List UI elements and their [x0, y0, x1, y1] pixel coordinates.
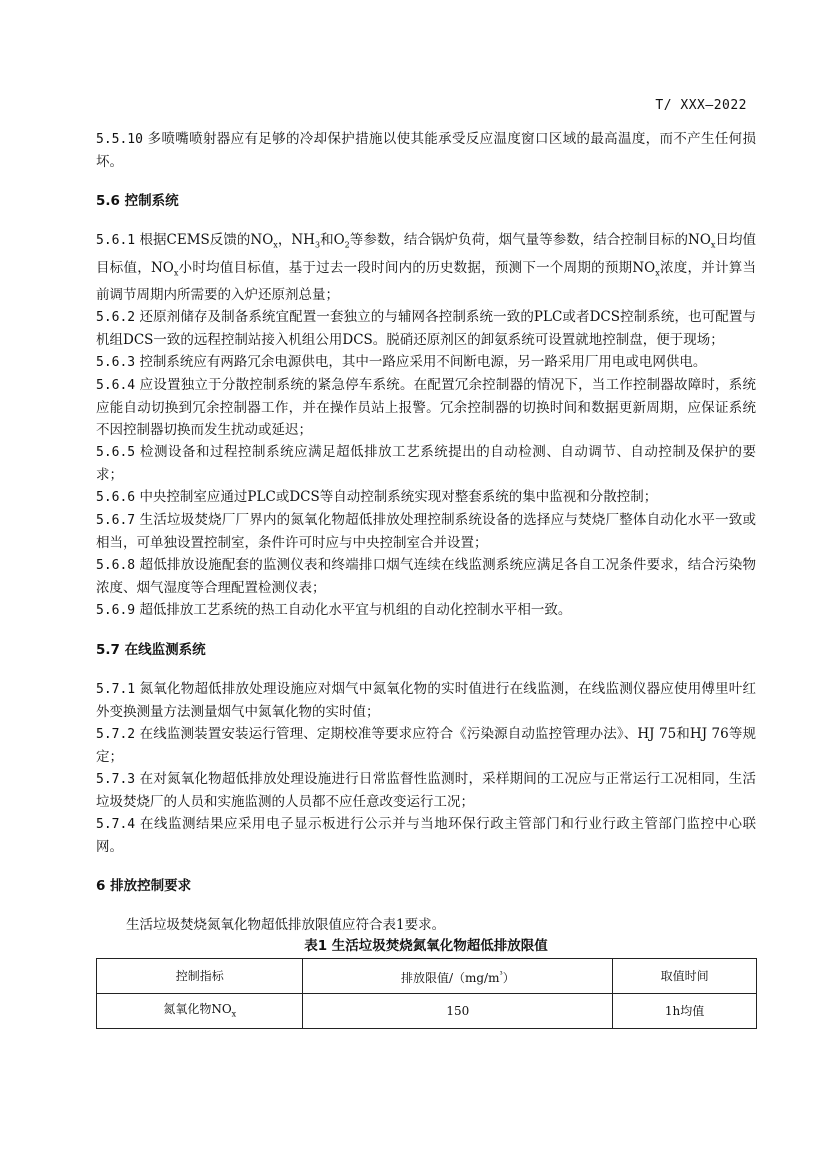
- table-row: [97, 994, 757, 1029]
- table-cell-period: 1h均值: [613, 994, 757, 1029]
- clause-number: 5.6.8: [96, 558, 136, 574]
- clause-5-6-3: [96, 351, 756, 374]
- clause-text: 在线监测结果应采用电子显示板进行公示并与当地环保行政主管部门和行业行政主管部门监控中心联网。: [96, 816, 757, 856]
- clause-text: 中央控制室应通过PLC或DCS等自动控制系统实现对整套系统的集中监视和分散控制；: [139, 489, 658, 506]
- clause-text: 控制系统应有两路冗余电源供电，其中一路应采用不间断电源，另一路采用厂用电或电网供电。: [139, 354, 707, 371]
- section-heading-5-6: 5.6 控制系统: [96, 193, 179, 209]
- clause-number: 5.6.1: [96, 233, 136, 248]
- clause-5-5-10: [96, 128, 756, 173]
- table-header-cell: [303, 959, 613, 994]
- clause-number: 5.6.2: [96, 310, 136, 326]
- clause-5-6-5: [96, 441, 756, 486]
- clause-number: 5.6.4: [96, 378, 136, 394]
- clause-text: 等参数，结合锅炉负荷，烟气量等参数，结合控制目标的NO: [349, 232, 711, 248]
- section-6-intro: 生活垃圾焚烧氮氧化物超低排放限值应符合表1要求。: [126, 917, 446, 934]
- clause-5-7-1: [96, 678, 756, 723]
- clause-number: 5.6.7: [96, 513, 136, 529]
- subscript: x: [710, 240, 716, 250]
- subscript: x: [231, 1009, 237, 1019]
- clause-text: 超低排放工艺系统的热工自动化水平宜与机组的自动化控制水平相一致。: [139, 602, 572, 619]
- clause-number: 5.6.6: [96, 490, 136, 506]
- clause-5-7-3: [96, 768, 756, 813]
- clause-text: 应设置独立于分散控制系统的紧急停车系统。在配置冗余控制器的情况下，当工作控制器故障时，系统应能自动切换到冗余控制器工作，并在操作员站上报警。冗余控制器的切换时间和数据更新周期，应保证系统不因控制器切换而发生扰动或延迟；: [96, 377, 757, 439]
- clause-5-6-7: [96, 509, 756, 554]
- clause-5-6-8: [96, 554, 756, 599]
- clause-number: 5.6.3: [96, 355, 136, 371]
- subscript: 3: [314, 240, 321, 250]
- clause-5-6-2: [96, 306, 756, 351]
- superscript: ³: [499, 969, 503, 979]
- clause-text: 在对氮氧化物超低排放处理设施进行日常监督性监测时，采样期间的工况应与正常运行工况相同，生活垃圾焚烧厂的人员和实施监测的人员都不应任意改变运行工况；: [96, 771, 757, 811]
- clause-text: 在线监测装置安装运行管理、定期校准等要求应符合《污染源自动监控管理办法》、HJ 75和HJ 76等规定；: [96, 726, 756, 766]
- subscript: x: [173, 268, 179, 278]
- clause-number: 5.6.9: [96, 603, 136, 619]
- clause-number: 5.7.4: [96, 817, 136, 833]
- clause-number: 5.6.5: [96, 445, 136, 461]
- section-heading-5-7: 5.7 在线监测系统: [96, 642, 206, 659]
- table-header-cell: 控制指标: [97, 959, 303, 994]
- clause-text: 氮氧化物超低排放处理设施应对烟气中氮氧化物的实时值进行在线监测，在线监测仪器应使用傅里叶红外变换测量方法测量烟气中氮氧化物的实时值；: [96, 681, 757, 721]
- header-text: ）: [502, 970, 515, 985]
- clause-text: 还原剂储存及制备系统宜配置一套独立的与辅网各控制系统一致的PLC或者DCS控制系统，也可配置与机组DCS一致的远程控制站接入机组公用DCS。脱硝还原剂区的卸氨系统可设置就地控制盘，便于现场；: [96, 309, 757, 349]
- table-header-cell: 取值时间: [613, 959, 757, 994]
- clause-5-6-9: [96, 599, 756, 622]
- clause-number: 5.5.10: [96, 132, 143, 147]
- clause-text: 检测设备和过程控制系统应满足超低排放工艺系统提出的自动检测、自动调节、自动控制及保护的要求；: [96, 444, 757, 484]
- clause-text: 多喷嘴喷射器应有足够的冷却保护措施以使其能承受反应温度窗口区域的最高温度，而不产生任何损坏。: [96, 131, 757, 170]
- cell-text: 氮氧化物NO: [163, 1001, 232, 1016]
- clause-5-6-6: [96, 486, 756, 509]
- clause-5-6-1: [96, 229, 756, 306]
- clause-number: 5.7.3: [96, 772, 136, 788]
- table-cell-indicator: [97, 994, 303, 1029]
- header-text: 排放限值/（mg/m: [400, 970, 500, 985]
- subscript: x: [273, 240, 278, 250]
- clause-text: 生活垃圾焚烧厂厂界内的氮氧化物超低排放处理控制系统设备的选择应与焚烧厂整体自动化水平一致或相当，可单独设置控制室，条件许可时应与中央控制室合并设置；: [96, 512, 757, 552]
- table-title: 表1 生活垃圾焚烧氮氧化物超低排放限值: [304, 938, 548, 955]
- clause-5-7-4: [96, 813, 756, 858]
- clause-text: 浓度，并计算当前调节周期内所需要的入炉还原剂总量；: [96, 259, 756, 304]
- clause-text: ，NH: [277, 232, 315, 248]
- clause-text: 小时均值目标值，基于过去一段时间内的历史数据，预测下一个周期的预期NO: [178, 259, 656, 276]
- document-body: [96, 128, 756, 1029]
- clause-text: 日均值目标值，NO: [96, 232, 756, 276]
- clause-5-7-2: [96, 723, 756, 768]
- clause-5-6-4: [96, 374, 756, 441]
- subscript: x: [655, 268, 660, 278]
- emission-limit-table: [96, 958, 757, 1029]
- document-number: T/ XXX—2022: [655, 98, 747, 113]
- clause-number: 5.7.1: [96, 682, 136, 698]
- clause-text: 超低排放设施配套的监测仪表和终端排口烟气连续在线监测系统应满足各自工况条件要求，结合污染物浓度、烟气湿度等合理配置检测仪表；: [96, 557, 757, 597]
- clause-number: 5.7.2: [96, 727, 136, 743]
- table-header-row: [97, 959, 757, 994]
- clause-text: 根据CEMS反馈的NO: [139, 232, 274, 248]
- clause-text: 和O: [320, 232, 345, 248]
- table-cell-limit: 150: [303, 994, 613, 1029]
- section-heading-6: 6 排放控制要求: [96, 878, 192, 895]
- subscript: 2: [344, 240, 350, 250]
